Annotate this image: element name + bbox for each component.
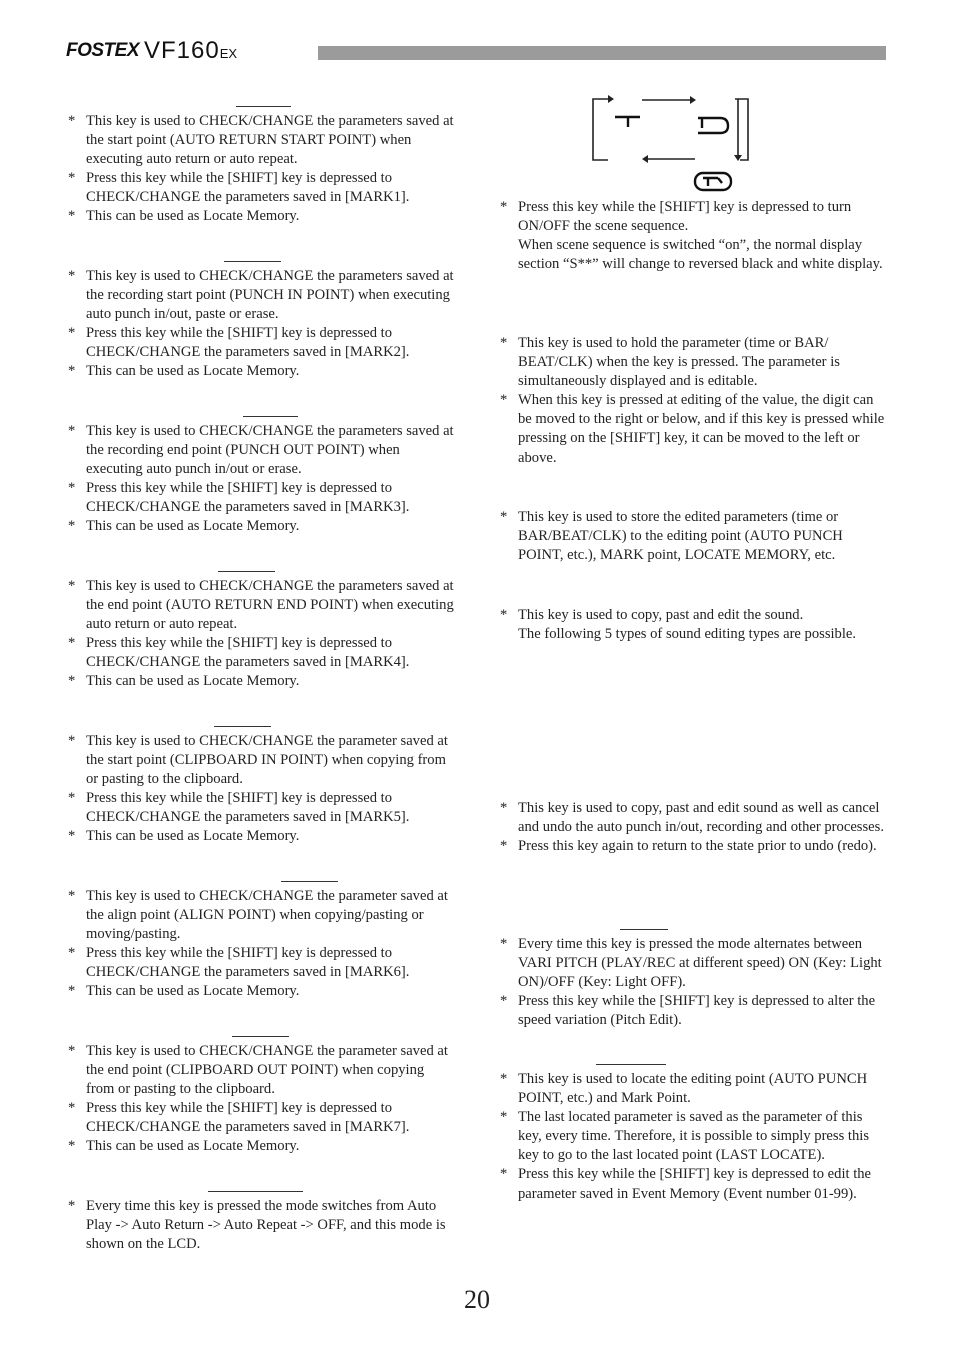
model-logo [144, 37, 237, 65]
list-item [66, 1042, 456, 1099]
item-text: Press this key while the [SHIFT] key is depressed to CHECK/CHANGE the parameters saved in [MARK4]. [86, 635, 410, 671]
list-item [66, 267, 456, 324]
item-text: This key is used to locate the editing point (AUTO PUNCH POINT, etc.) and Mark Point. [518, 1071, 868, 1107]
bullet: * [500, 936, 508, 952]
bullet: * [68, 673, 76, 690]
item-text: This key is used to CHECK/CHANGE the parameter saved at the end point (CLIPBOARD OUT POINT) when copying from or pasting to the clipboard. [86, 1043, 448, 1098]
item-text: This key is used to store the edited parameters (time or BAR/BEAT/CLK) to the editing point (AUTO PUNCH POINT, etc.), MARK point, LOCATE MEMORY, etc. [518, 509, 843, 564]
bullet: * [500, 1071, 508, 1087]
list-item [66, 789, 456, 827]
bullet: * [68, 268, 76, 284]
repeat-mode-icon [695, 173, 731, 190]
repeat-mode-icon-inner [703, 178, 722, 186]
fostex-logo: FOSTEX [66, 40, 140, 61]
bullet: * [500, 509, 508, 525]
item-text: This can be used as Locate Memory. [86, 363, 300, 380]
list-item [498, 391, 888, 467]
bullet: * [68, 828, 76, 845]
bullet: * [500, 838, 508, 855]
list-item [498, 606, 888, 625]
continuation-text: The following 5 types of sound editing types are possible. [518, 626, 857, 643]
bullet: * [68, 1138, 76, 1155]
list-item [498, 935, 888, 992]
item-text: This key is used to hold the parameter (time or BAR/ BEAT/CLK) when the key is pressed. The parameter is simultaneously displayed and is editable. [518, 335, 840, 390]
item-text: This can be used as Locate Memory. [86, 983, 300, 1000]
repeat-mode-diagram [590, 95, 755, 195]
arrow-head-top-left [608, 95, 614, 103]
bullet: * [68, 1043, 76, 1059]
bullet: * [68, 1198, 76, 1214]
model-suffix: EX [219, 46, 238, 61]
list-item [66, 112, 456, 169]
arrow-head-top-right [690, 96, 696, 104]
item-text: This key is used to CHECK/CHANGE the parameters saved at the recording end point (PUNCH OUT POINT) when executing auto punch in/out or erase. [86, 423, 454, 478]
arrow-head-bottom [642, 155, 648, 163]
bullet: * [68, 208, 76, 225]
item-text: This key is used to CHECK/CHANGE the parameters saved at the end point (AUTO RETURN END POINT) when executing auto return or auto repeat. [86, 578, 454, 633]
bullet: * [68, 790, 76, 807]
key-label-underline [596, 1064, 666, 1065]
list-item [66, 1099, 456, 1137]
key-label-underline [620, 929, 668, 930]
list-item [498, 198, 888, 236]
list-item [66, 207, 456, 226]
bullet: * [500, 335, 508, 351]
bullet: * [68, 423, 76, 439]
key-label-underline [243, 416, 298, 417]
bullet: * [68, 945, 76, 962]
list-item [498, 992, 888, 1030]
diagram-right-bracket [735, 99, 748, 160]
key-label-underline [281, 881, 338, 882]
list-item [498, 1070, 888, 1108]
list-item [66, 324, 456, 362]
list-item [66, 169, 456, 207]
item-text: This key is used to copy, past and edit the sound. [518, 607, 804, 623]
list-item [498, 837, 888, 856]
item-text: Press this key while the [SHIFT] key is depressed to turn ON/OFF the scene sequence. [518, 199, 852, 235]
bullet: * [500, 607, 508, 623]
list-item [498, 1165, 888, 1203]
key-label-underline [214, 726, 271, 727]
list-item [66, 517, 456, 536]
list-item [498, 334, 888, 391]
item-text: Press this key while the [SHIFT] key is depressed to alter the speed variation (Pitch Edit). [518, 993, 876, 1029]
page-header [66, 37, 886, 66]
list-item [66, 1197, 456, 1254]
bullet: * [68, 888, 76, 904]
list-item [66, 479, 456, 517]
item-text: Press this key while the [SHIFT] key is depressed to CHECK/CHANGE the parameters saved in [MARK3]. [86, 480, 410, 516]
bullet: * [68, 325, 76, 342]
list-item [66, 982, 456, 1001]
item-text: Press this key while the [SHIFT] key is depressed to CHECK/CHANGE the parameters saved in [MARK2]. [86, 325, 410, 361]
list-item [498, 508, 888, 565]
item-text: This can be used as Locate Memory. [86, 828, 300, 845]
diagram-left-bracket [593, 99, 608, 160]
item-text: This can be used as Locate Memory. [86, 208, 300, 225]
bullet: * [68, 983, 76, 1000]
item-text: This can be used as Locate Memory. [86, 518, 300, 535]
list-item [498, 799, 888, 837]
bullet: * [500, 392, 508, 409]
item-text: Press this key while the [SHIFT] key is depressed to edit the parameter saved in Event Memory (Event number 01-99). [518, 1166, 872, 1202]
item-text: Press this key while the [SHIFT] key is depressed to CHECK/CHANGE the parameters saved in [MARK1]. [86, 170, 410, 206]
bullet: * [68, 518, 76, 535]
key-label-underline [208, 1191, 303, 1192]
bullet: * [68, 733, 76, 749]
list-item [66, 577, 456, 634]
item-text: Press this key again to return to the state prior to undo (redo). [518, 838, 877, 855]
play-mode-icon [615, 117, 640, 127]
bullet: * [68, 1100, 76, 1117]
bullet: * [68, 480, 76, 497]
bullet: * [500, 199, 508, 215]
key-label-underline [218, 571, 275, 572]
item-text: This key is used to CHECK/CHANGE the parameters saved at the recording start point (PUNCH IN POINT) when executing auto punch in/out, paste or erase. [86, 268, 454, 323]
list-item [66, 732, 456, 789]
item-text: Every time this key is pressed the mode switches from Auto Play -> Auto Return -> Auto Repeat -> OFF, and this mode is shown on the LCD. [86, 1198, 446, 1253]
list-item [66, 887, 456, 944]
bullet: * [500, 1166, 508, 1183]
bullet: * [68, 578, 76, 594]
header-bar [318, 46, 886, 60]
list-item [66, 362, 456, 381]
item-text: This key is used to CHECK/CHANGE the parameters saved at the start point (AUTO RETURN START POINT) when executing auto return or auto repeat. [86, 113, 454, 168]
page-number: 20 [464, 1285, 490, 1314]
item-text: Press this key while the [SHIFT] key is depressed to CHECK/CHANGE the parameters saved in [MARK5]. [86, 790, 410, 826]
item-text: Press this key while the [SHIFT] key is depressed to CHECK/CHANGE the parameters saved in [MARK7]. [86, 1100, 410, 1136]
list-item [66, 422, 456, 479]
item-text: Press this key while the [SHIFT] key is depressed to CHECK/CHANGE the parameters saved in [MARK6]. [86, 945, 410, 981]
key-label-underline [232, 1036, 289, 1037]
list-item [66, 827, 456, 846]
model-name: VF160 [144, 37, 220, 64]
bullet: * [68, 113, 76, 129]
item-text: The last located parameter is saved as the parameter of this key, every time. Therefore, it is possible to simply press this key to go to the last located point (LAST LOCATE). [518, 1109, 869, 1164]
list-item [498, 1108, 888, 1165]
item-text: This key is used to CHECK/CHANGE the parameter saved at the align point (ALIGN POINT) when copying/pasting or moving/pasting. [86, 888, 448, 943]
item-text: This key is used to CHECK/CHANGE the parameter saved at the start point (CLIPBOARD IN POINT) when copying from or pasting to the clipboard. [86, 733, 448, 788]
item-text: This can be used as Locate Memory. [86, 673, 300, 690]
key-label-underline [236, 106, 291, 107]
bullet: * [68, 363, 76, 380]
list-item [66, 944, 456, 982]
bullet: * [500, 993, 508, 1010]
bullet: * [500, 800, 508, 816]
item-text: This key is used to copy, past and edit sound as well as cancel and undo the auto punch in/out, recording and other processes. [518, 800, 884, 836]
bullet: * [500, 1109, 508, 1126]
bullet: * [68, 170, 76, 187]
list-item [66, 672, 456, 691]
list-item [66, 634, 456, 672]
list-item [66, 1137, 456, 1156]
item-text: When this key is pressed at editing of the value, the digit can be moved to the right or below, and if this key is pressed while pressing on the [SHIFT] key, it can be moved to the left or above. [518, 392, 885, 466]
return-mode-icon [698, 118, 728, 133]
key-label-underline [224, 261, 281, 262]
bullet: * [68, 635, 76, 652]
continuation-text: When scene sequence is switched “on”, the normal display section “S**” will change to reversed black and white display. [518, 237, 883, 273]
item-text: Every time this key is pressed the mode alternates between VARI PITCH (PLAY/REC at different speed) ON (Key: Light ON)/OFF (Key: Light OFF). [518, 936, 882, 991]
item-text: This can be used as Locate Memory. [86, 1138, 300, 1155]
